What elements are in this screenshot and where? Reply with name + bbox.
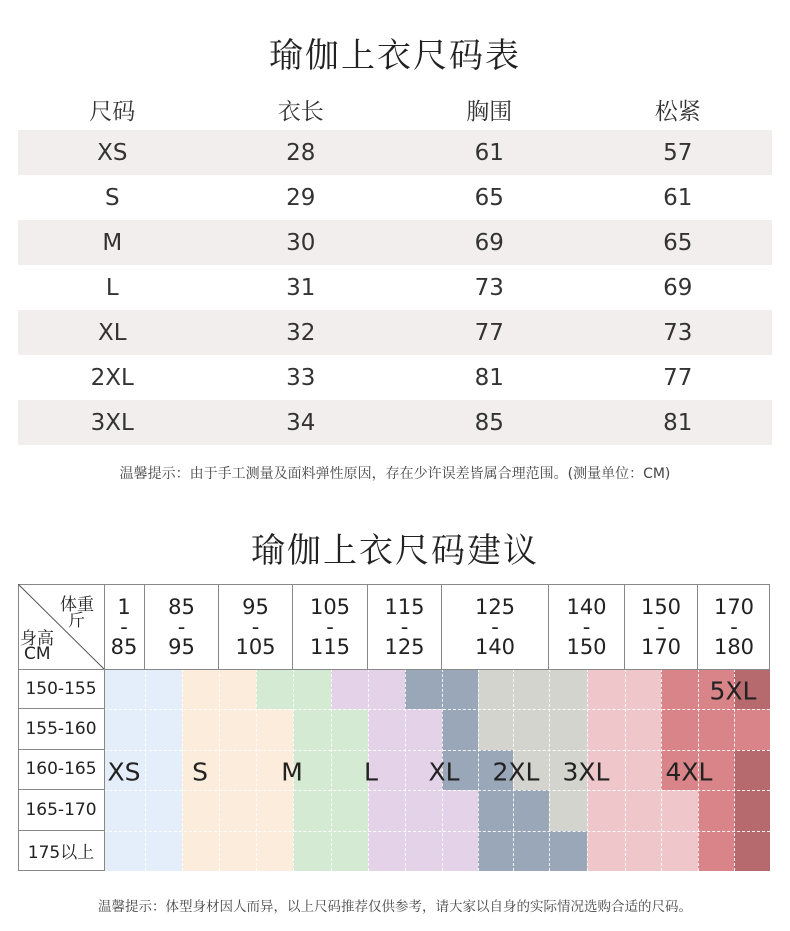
weight-header (442, 584, 549, 669)
height-label: 160-165 (18, 750, 104, 790)
size-label-s: S (192, 757, 208, 787)
table-row (18, 355, 772, 400)
weight-to: 125 (384, 634, 425, 659)
grid-dash-h (104, 831, 770, 832)
size-band-s (182, 831, 293, 871)
table-cell: 85 (474, 409, 504, 436)
corner-weight-unit: 斤 (68, 611, 85, 631)
table-cell: 73 (663, 319, 693, 346)
weight-dash: - (491, 614, 499, 639)
weight-from: 170 (713, 594, 755, 619)
grid-dash-v (219, 669, 220, 871)
weight-header (625, 584, 698, 669)
size-label-xs: XS (107, 757, 141, 787)
header-cell: 尺码 (89, 98, 136, 125)
grid-dash-v (661, 669, 662, 871)
corner-height-unit: CM (24, 644, 51, 664)
table-cell: XS (97, 139, 128, 166)
weight-dash: - (120, 614, 128, 639)
size-band-s (182, 709, 293, 749)
size-label-m: M (281, 757, 303, 787)
size-band-4xl (698, 831, 734, 871)
table-cell: 31 (286, 274, 316, 301)
table-cell: 34 (286, 409, 316, 436)
table-cell: 65 (474, 184, 504, 211)
weight-to: 115 (309, 634, 351, 659)
weight-from: 95 (242, 594, 269, 619)
table-row (18, 310, 772, 355)
table-cell: XL (97, 319, 127, 346)
table-cell: 77 (663, 364, 693, 391)
table-cell: 73 (474, 274, 504, 301)
weight-from: 150 (640, 594, 682, 619)
grid-dash-v (478, 669, 479, 871)
header-divider (18, 669, 770, 670)
size-band-3xl (587, 709, 661, 749)
height-label: 150-155 (18, 669, 104, 709)
weight-from: 105 (309, 594, 351, 619)
size-band-2xl (478, 709, 587, 749)
weight-dash: - (582, 614, 591, 639)
table-cell: 33 (286, 364, 316, 391)
weight-header (698, 584, 770, 669)
table-cell: 57 (663, 139, 693, 166)
table-cell: 32 (286, 319, 316, 346)
size-band-5xl (734, 790, 770, 830)
grid-dash-v (625, 669, 626, 871)
header-cell: 衣长 (277, 98, 324, 125)
size-band-xl (442, 709, 478, 749)
height-label: 155-160 (18, 709, 104, 749)
size-band-5xl (734, 831, 770, 871)
size-band-l (368, 831, 478, 871)
size-chart-title: 瑜伽上衣尺码表 (269, 36, 521, 76)
size-band-3xl (587, 669, 661, 709)
table-cell: 65 (663, 229, 693, 256)
table-row (18, 400, 772, 445)
size-band-4xl (661, 709, 770, 749)
size-label-3xl: 3XL (562, 757, 610, 787)
table-cell: L (105, 274, 119, 301)
table-cell: S (104, 184, 120, 211)
size-band-xs (104, 709, 182, 749)
weight-from: 115 (384, 594, 425, 619)
size-band-s (182, 790, 293, 830)
table-cell: 28 (286, 139, 316, 166)
grid-dash-v (256, 669, 257, 871)
size-band-4xl (698, 790, 734, 830)
grid-dash-h (104, 750, 770, 751)
table-row (18, 175, 772, 220)
table-row (18, 130, 772, 175)
size-chart-table (18, 88, 772, 445)
corner-weight-label: 体重 (60, 595, 94, 615)
weight-to: 85 (110, 634, 138, 659)
size-chart-note: 温馨提示：由于手工测量及面料弹性原因，存在少许误差皆属合理范围。(测量单位：CM) (119, 466, 671, 482)
weight-to: 150 (566, 634, 607, 659)
size-band-3xl (587, 831, 698, 871)
size-band-xs (104, 790, 182, 830)
recommendation-note: 温馨提示：体型身材因人而异，以上尺码推荐仅供参考，请大家以自身的实际情况选购合适的尺码。 (98, 899, 692, 915)
size-label-2xl: 2XL (492, 757, 540, 787)
weight-from: 85 (168, 594, 195, 619)
table-cell: 81 (474, 364, 504, 391)
height-label: 175以上 (18, 831, 104, 871)
table-row (18, 220, 772, 265)
corner-cell (18, 584, 104, 669)
size-band-2xl (478, 669, 587, 709)
header-cell: 胸围 (466, 98, 513, 125)
table-row (18, 265, 772, 310)
weight-from: 125 (474, 594, 516, 619)
grid-dash-h (104, 790, 770, 791)
size-band-5xl (734, 750, 770, 790)
weight-header (145, 584, 219, 669)
weight-dash: - (400, 614, 409, 639)
table-cell: 69 (474, 229, 504, 256)
size-band-xs (104, 831, 182, 871)
weight-header (368, 584, 442, 669)
table-cell: 77 (474, 319, 504, 346)
grid-dash-v (549, 669, 550, 871)
table-cell: 61 (663, 184, 693, 211)
weight-to: 140 (474, 634, 516, 659)
size-label-xl: XL (428, 757, 460, 787)
size-band-3xl (587, 790, 698, 830)
table-cell: 3XL (90, 409, 134, 436)
weight-header (549, 584, 625, 669)
weight-dash: - (177, 614, 186, 639)
weight-dash: - (657, 614, 665, 639)
size-label-5xl: 5XL (709, 676, 757, 706)
weight-dash: - (326, 614, 334, 639)
table-cell: 61 (474, 139, 504, 166)
corner-height-label: 身高 (20, 629, 54, 649)
size-band-2xl (549, 790, 587, 830)
table-cell: 30 (286, 229, 316, 256)
size-band-xl (478, 831, 587, 871)
grid-dash-v (331, 669, 332, 871)
size-band-xs (104, 669, 182, 709)
grid-dash-v (145, 669, 146, 871)
grid-dash-v (405, 669, 406, 871)
weight-header (104, 584, 145, 669)
height-label: 165-170 (18, 790, 104, 830)
weight-to: 105 (235, 634, 276, 659)
weight-dash: - (251, 614, 260, 639)
weight-to: 170 (640, 634, 682, 659)
weight-from: 1 (117, 594, 131, 619)
weight-to: 180 (713, 634, 755, 659)
table-cell: 81 (663, 409, 693, 436)
grid-dash-v (182, 669, 183, 871)
size-label-4xl: 4XL (665, 757, 713, 787)
weight-header (219, 584, 293, 669)
table-cell: 29 (286, 184, 316, 211)
table-cell: M (102, 229, 123, 256)
size-chart-header-row (18, 88, 772, 130)
weight-to: 95 (168, 634, 195, 659)
weight-dash: - (730, 614, 738, 639)
size-band-l (368, 790, 478, 830)
grid-dash-h (104, 709, 770, 710)
weight-from: 140 (566, 594, 607, 619)
weight-header (293, 584, 368, 669)
size-label-l: L (364, 757, 378, 787)
table-cell: 69 (663, 274, 693, 301)
header-cell: 松紧 (654, 98, 701, 125)
size-recommendation-grid (18, 584, 770, 872)
recommendation-title: 瑜伽上衣尺码建议 (251, 531, 539, 571)
table-cell: 2XL (90, 364, 134, 391)
